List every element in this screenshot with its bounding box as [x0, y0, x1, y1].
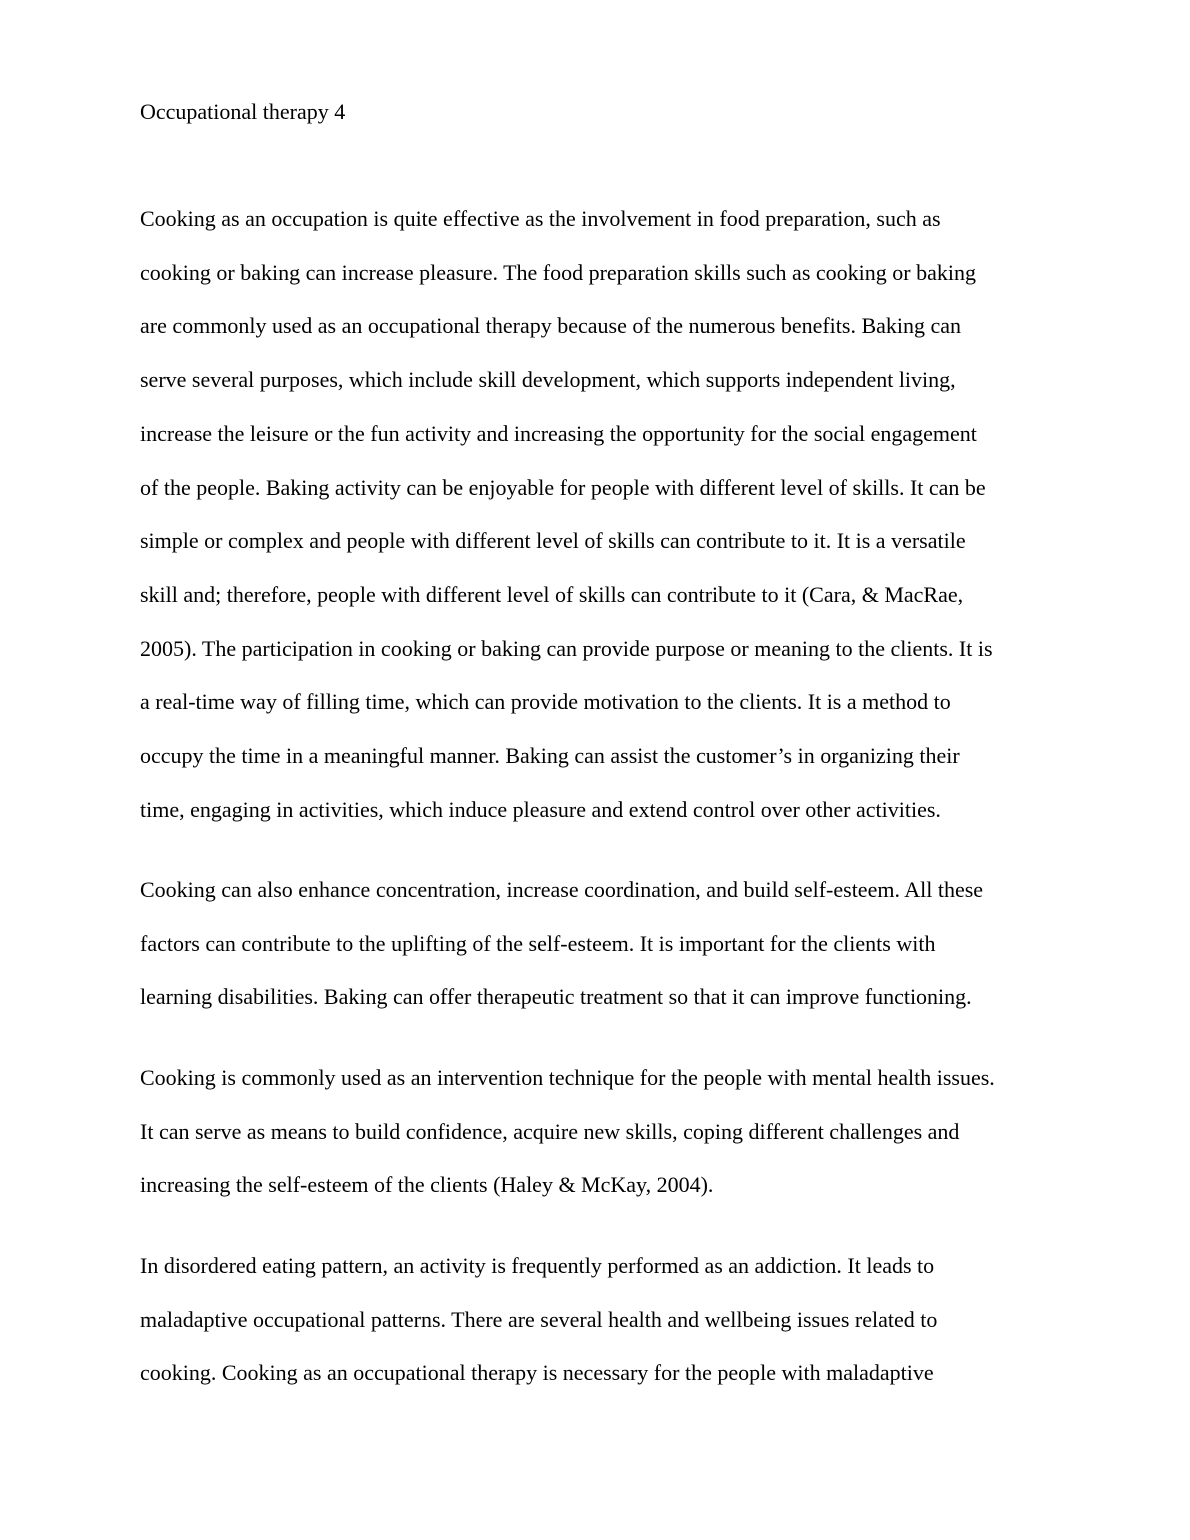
text-line: Cooking as an occupation is quite effective as the involvement in food preparation, such as: [140, 206, 941, 231]
text-line: 2005). The participation in cooking or baking can provide purpose or meaning to the clients. It is: [140, 635, 993, 661]
text-line: cooking. Cooking as an occupational therapy is necessary for the people with maladaptive: [140, 1360, 934, 1386]
running-head: Occupational therapy 4: [140, 99, 346, 124]
text-line: are commonly used as an occupational therapy because of the numerous benefits. Baking can: [140, 313, 962, 339]
text-line: Cooking can also enhance concentration, increase coordination, and build self-esteem. All these: [140, 877, 984, 902]
text-line: of the people. Baking activity can be enjoyable for people with different level of skills. It can be: [140, 474, 986, 500]
text-line: factors can contribute to the uplifting of the self-esteem. It is important for the clients with: [140, 930, 936, 956]
text-line: increasing the self-esteem of the clients (Haley & McKay, 2004).: [140, 1172, 714, 1198]
text-line: maladaptive occupational patterns. There are several health and wellbeing issues related to: [140, 1306, 938, 1332]
text-line: Cooking is commonly used as an intervention technique for the people with mental health issues.: [140, 1065, 995, 1090]
text-line: It can serve as means to build confidence, acquire new skills, coping different challenges and: [140, 1118, 960, 1144]
text-line: skill and; therefore, people with different level of skills can contribute to it (Cara, & MacRae,: [140, 581, 964, 607]
text-line: cooking or baking can increase pleasure. The food preparation skills such as cooking or baking: [140, 259, 976, 285]
text-line: simple or complex and people with different level of skills can contribute to it. It is a versatile: [140, 528, 966, 554]
text-line: learning disabilities. Baking can offer therapeutic treatment so that it can improve functioning.: [140, 984, 972, 1010]
text-line: occupy the time in a meaningful manner. Baking can assist the customer’s in organizing their: [140, 743, 960, 768]
text-line: serve several purposes, which include skill development, which supports independent living,: [140, 367, 956, 393]
text-line: increase the leisure or the fun activity and increasing the opportunity for the social engagement: [140, 420, 977, 446]
text-line: a real-time way of filling time, which can provide motivation to the clients. It is a method to: [140, 689, 951, 715]
text-line: In disordered eating pattern, an activity is frequently performed as an addiction. It leads to: [140, 1253, 935, 1278]
text-line: time, engaging in activities, which induce pleasure and extend control over other activities.: [140, 796, 941, 822]
